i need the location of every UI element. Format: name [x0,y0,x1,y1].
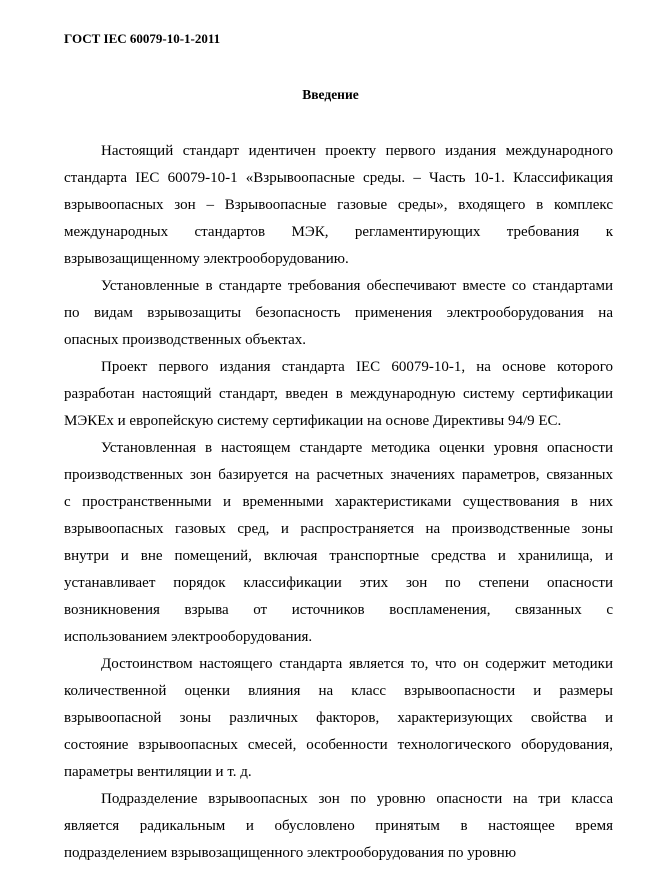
paragraph-line: параметры вентиляции и т. д. [64,764,252,780]
paragraph-line: стандарта IEC 60079-10-1 «Взрывоопасные среды. – Часть 10-1. Классификация [64,170,613,186]
paragraph-line: опасных производственных объектах. [64,332,307,348]
paragraph-line: состояние взрывоопасных смесей, особенности технологического оборудования, [64,737,613,753]
paragraph-line: разработан настоящий стандарт, введен в международную систему сертификации [64,386,613,402]
paragraph-line: внутри и вне помещений, включая транспортные средства и хранилища, и [64,548,613,564]
paragraph-line: МЭКЕх и европейскую систему сертификации на основе Директивы 94/9 ЕС. [64,413,562,429]
paragraph-line: возникновения взрыва от источников воспламенения, связанных с [64,602,613,618]
paragraph-line: количественной оценки влияния на класс взрывоопасности и размеры [64,683,613,699]
paragraph [64,138,613,273]
paragraph-line: Подразделение взрывоопасных зон по уровню опасности на три класса [101,791,613,807]
paragraph [64,651,613,786]
paragraph-line: по видам взрывозащиты безопасность применения электрооборудования на [64,305,613,321]
paragraph [64,354,613,435]
paragraph-line: взрывоопасных газовых сред, и распространяется на производственные зоны [64,521,613,537]
paragraph-line: Достоинством настоящего стандарта является то, что он содержит методики [101,656,613,672]
paragraph-line: устанавливает порядок классификации этих зон по степени опасности [64,575,613,591]
paragraph-line: подразделением взрывозащищенного электрооборудования по уровню [64,845,517,861]
paragraph-line: использованием электрооборудования. [64,629,313,645]
paragraph [64,786,613,867]
paragraph-line: Проект первого издания стандарта IEC 60079-10-1, на основе которого [101,359,613,375]
paragraph-line: взрывоопасных зон – Взрывоопасные газовые среды», входящего в комплекс [64,197,613,213]
paragraph-line: Настоящий стандарт идентичен проекту первого издания международного [101,143,613,159]
section-title: Введение [302,87,359,102]
paragraph-line: взрывозащищенному электрооборудованию. [64,251,349,267]
paragraph [64,435,613,651]
paragraph [64,273,613,354]
paragraph-line: Установленные в стандарте требования обеспечивают вместе со стандартами [101,278,613,294]
paragraph-line: взрывоопасной зоны различных факторов, характеризующих свойства и [64,710,613,726]
paragraph-line: международных стандартов МЭК, регламентирующих требования к [64,224,613,240]
document-body [64,138,613,867]
paragraph-line: является радикальным и обусловлено принятым в настоящее время [64,818,613,834]
paragraph-line: с пространственными и временными характеристиками существования в них [64,494,613,510]
document-header: ГОСТ IEC 60079-10-1-2011 [64,31,221,46]
paragraph-line: производственных зон базируется на расчетных значениях параметров, связанных [64,467,613,483]
paragraph-line: Установленная в настоящем стандарте методика оценки уровня опасности [101,440,613,456]
